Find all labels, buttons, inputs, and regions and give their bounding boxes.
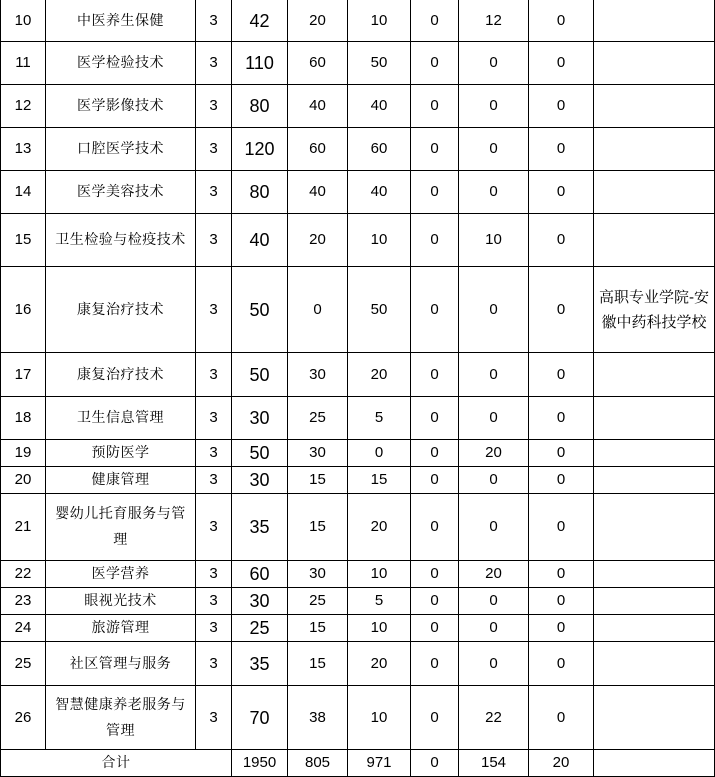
cell-no: 20	[1, 467, 46, 494]
cell-total: 42	[232, 0, 288, 42]
table-row	[1, 171, 715, 214]
cell-no: 24	[1, 615, 46, 642]
cell-major: 康复治疗技术	[46, 353, 196, 397]
cell-col1: 15	[288, 642, 348, 686]
cell-col3: 0	[411, 0, 459, 42]
totals-total: 1950	[232, 750, 288, 777]
cell-col1: 25	[288, 397, 348, 440]
cell-col1: 0	[288, 267, 348, 353]
cell-total: 40	[232, 214, 288, 267]
table-row	[1, 42, 715, 85]
cell-years: 3	[196, 588, 232, 615]
table-row	[1, 214, 715, 267]
cell-col3: 0	[411, 397, 459, 440]
cell-col1: 40	[288, 171, 348, 214]
cell-years: 3	[196, 128, 232, 171]
cell-col2: 10	[348, 615, 411, 642]
cell-col4: 0	[459, 267, 529, 353]
cell-col2: 15	[348, 467, 411, 494]
cell-years: 3	[196, 686, 232, 750]
cell-col4: 0	[459, 588, 529, 615]
cell-no: 15	[1, 214, 46, 267]
table-row	[1, 440, 715, 467]
cell-col4: 10	[459, 214, 529, 267]
cell-note	[594, 467, 715, 494]
cell-major: 卫生检验与检疫技术	[46, 214, 196, 267]
totals-col2: 971	[348, 750, 411, 777]
cell-col4: 20	[459, 440, 529, 467]
cell-col2: 20	[348, 642, 411, 686]
cell-total: 120	[232, 128, 288, 171]
cell-col3: 0	[411, 642, 459, 686]
cell-col3: 0	[411, 85, 459, 128]
cell-note	[594, 588, 715, 615]
cell-major: 医学美容技术	[46, 171, 196, 214]
table-row	[1, 397, 715, 440]
cell-col5: 0	[529, 494, 594, 561]
table-row	[1, 128, 715, 171]
cell-no: 13	[1, 128, 46, 171]
cell-total: 80	[232, 171, 288, 214]
cell-col5: 0	[529, 0, 594, 42]
cell-total: 70	[232, 686, 288, 750]
cell-col5: 0	[529, 128, 594, 171]
cell-years: 3	[196, 214, 232, 267]
cell-no: 19	[1, 440, 46, 467]
cell-col1: 20	[288, 0, 348, 42]
cell-major: 旅游管理	[46, 615, 196, 642]
cell-col1: 20	[288, 214, 348, 267]
cell-col3: 0	[411, 267, 459, 353]
table-row	[1, 494, 715, 561]
cell-col4: 0	[459, 397, 529, 440]
cell-note	[594, 642, 715, 686]
cell-col4: 0	[459, 42, 529, 85]
cell-total: 50	[232, 440, 288, 467]
cell-col2: 10	[348, 0, 411, 42]
cell-col4: 0	[459, 353, 529, 397]
totals-col5: 20	[529, 750, 594, 777]
cell-col4: 0	[459, 171, 529, 214]
table-row	[1, 588, 715, 615]
cell-major: 医学营养	[46, 561, 196, 588]
cell-note	[594, 440, 715, 467]
cell-col4: 0	[459, 128, 529, 171]
cell-total: 50	[232, 267, 288, 353]
cell-major: 医学检验技术	[46, 42, 196, 85]
cell-major: 中医养生保健	[46, 0, 196, 42]
cell-col5: 0	[529, 214, 594, 267]
cell-col2: 5	[348, 397, 411, 440]
cell-col4: 22	[459, 686, 529, 750]
cell-col2: 10	[348, 686, 411, 750]
cell-no: 12	[1, 85, 46, 128]
cell-major: 医学影像技术	[46, 85, 196, 128]
cell-col5: 0	[529, 267, 594, 353]
cell-no: 23	[1, 588, 46, 615]
cell-col1: 30	[288, 440, 348, 467]
cell-col2: 10	[348, 561, 411, 588]
cell-col2: 20	[348, 494, 411, 561]
cell-col3: 0	[411, 353, 459, 397]
table-row	[1, 561, 715, 588]
totals-note	[594, 750, 715, 777]
totals-col4: 154	[459, 750, 529, 777]
cell-years: 3	[196, 85, 232, 128]
table-row	[1, 615, 715, 642]
cell-no: 22	[1, 561, 46, 588]
cell-note	[594, 128, 715, 171]
cell-col4: 12	[459, 0, 529, 42]
cell-years: 3	[196, 494, 232, 561]
cell-years: 3	[196, 267, 232, 353]
cell-note	[594, 561, 715, 588]
cell-col1: 15	[288, 494, 348, 561]
cell-col4: 0	[459, 615, 529, 642]
cell-major: 社区管理与服务	[46, 642, 196, 686]
cell-col2: 50	[348, 42, 411, 85]
cell-col5: 0	[529, 85, 594, 128]
cell-note	[594, 615, 715, 642]
cell-years: 3	[196, 440, 232, 467]
cell-col5: 0	[529, 686, 594, 750]
cell-col4: 0	[459, 642, 529, 686]
cell-years: 3	[196, 397, 232, 440]
cell-col3: 0	[411, 561, 459, 588]
cell-col4: 0	[459, 494, 529, 561]
cell-major: 康复治疗技术	[46, 267, 196, 353]
cell-major: 眼视光技术	[46, 588, 196, 615]
cell-years: 3	[196, 467, 232, 494]
cell-major: 口腔医学技术	[46, 128, 196, 171]
cell-total: 60	[232, 561, 288, 588]
cell-major: 卫生信息管理	[46, 397, 196, 440]
totals-col3: 0	[411, 750, 459, 777]
totals-col1: 805	[288, 750, 348, 777]
cell-note	[594, 42, 715, 85]
cell-col5: 0	[529, 588, 594, 615]
cell-total: 110	[232, 42, 288, 85]
cell-major: 健康管理	[46, 467, 196, 494]
cell-note: 高职专业学院-安徽中药科技学校	[594, 267, 715, 353]
cell-col3: 0	[411, 467, 459, 494]
cell-col3: 0	[411, 494, 459, 561]
totals-label: 合计	[1, 750, 232, 777]
cell-col4: 20	[459, 561, 529, 588]
cell-col2: 10	[348, 214, 411, 267]
cell-col3: 0	[411, 171, 459, 214]
cell-no: 11	[1, 42, 46, 85]
cell-col5: 0	[529, 642, 594, 686]
cell-col2: 5	[348, 588, 411, 615]
table-row	[1, 642, 715, 686]
cell-col3: 0	[411, 42, 459, 85]
cell-col5: 0	[529, 42, 594, 85]
cell-total: 35	[232, 494, 288, 561]
table-row	[1, 85, 715, 128]
cell-major: 预防医学	[46, 440, 196, 467]
cell-note	[594, 0, 715, 42]
cell-note	[594, 214, 715, 267]
cell-col5: 0	[529, 440, 594, 467]
cell-no: 14	[1, 171, 46, 214]
cell-col5: 0	[529, 171, 594, 214]
cell-years: 3	[196, 642, 232, 686]
cell-note	[594, 85, 715, 128]
cell-col5: 0	[529, 561, 594, 588]
cell-no: 16	[1, 267, 46, 353]
cell-years: 3	[196, 615, 232, 642]
cell-no: 21	[1, 494, 46, 561]
cell-total: 35	[232, 642, 288, 686]
cell-years: 3	[196, 0, 232, 42]
cell-years: 3	[196, 171, 232, 214]
cell-col4: 0	[459, 467, 529, 494]
cell-no: 25	[1, 642, 46, 686]
cell-years: 3	[196, 561, 232, 588]
cell-note	[594, 171, 715, 214]
cell-col2: 20	[348, 353, 411, 397]
cell-no: 17	[1, 353, 46, 397]
cell-col3: 0	[411, 128, 459, 171]
cell-total: 80	[232, 85, 288, 128]
cell-note	[594, 686, 715, 750]
cell-col1: 60	[288, 128, 348, 171]
table-row	[1, 353, 715, 397]
cell-col1: 30	[288, 353, 348, 397]
cell-no: 18	[1, 397, 46, 440]
cell-no: 26	[1, 686, 46, 750]
cell-col3: 0	[411, 588, 459, 615]
cell-total: 30	[232, 588, 288, 615]
cell-col2: 40	[348, 171, 411, 214]
cell-col3: 0	[411, 615, 459, 642]
cell-total: 30	[232, 397, 288, 440]
cell-col2: 50	[348, 267, 411, 353]
cell-major: 智慧健康养老服务与管理	[46, 686, 196, 750]
cell-col3: 0	[411, 440, 459, 467]
cell-note	[594, 494, 715, 561]
cell-col2: 40	[348, 85, 411, 128]
cell-note	[594, 397, 715, 440]
table-row	[1, 686, 715, 750]
cell-total: 30	[232, 467, 288, 494]
table-row	[1, 267, 715, 353]
table-row	[1, 467, 715, 494]
cell-col1: 60	[288, 42, 348, 85]
cell-col1: 25	[288, 588, 348, 615]
cell-col5: 0	[529, 353, 594, 397]
cell-major: 婴幼儿托育服务与管理	[46, 494, 196, 561]
cell-col1: 38	[288, 686, 348, 750]
table-body	[1, 0, 715, 777]
cell-col4: 0	[459, 85, 529, 128]
cell-col3: 0	[411, 214, 459, 267]
table-row	[1, 0, 715, 42]
cell-col5: 0	[529, 467, 594, 494]
cell-note	[594, 353, 715, 397]
cell-total: 50	[232, 353, 288, 397]
cell-total: 25	[232, 615, 288, 642]
cell-col2: 0	[348, 440, 411, 467]
cell-col1: 15	[288, 615, 348, 642]
cell-col1: 40	[288, 85, 348, 128]
cell-years: 3	[196, 42, 232, 85]
cell-col3: 0	[411, 686, 459, 750]
cell-col5: 0	[529, 397, 594, 440]
cell-no: 10	[1, 0, 46, 42]
totals-row	[1, 750, 715, 777]
cell-years: 3	[196, 353, 232, 397]
cell-col5: 0	[529, 615, 594, 642]
cell-col1: 30	[288, 561, 348, 588]
cell-col1: 15	[288, 467, 348, 494]
cell-col2: 60	[348, 128, 411, 171]
